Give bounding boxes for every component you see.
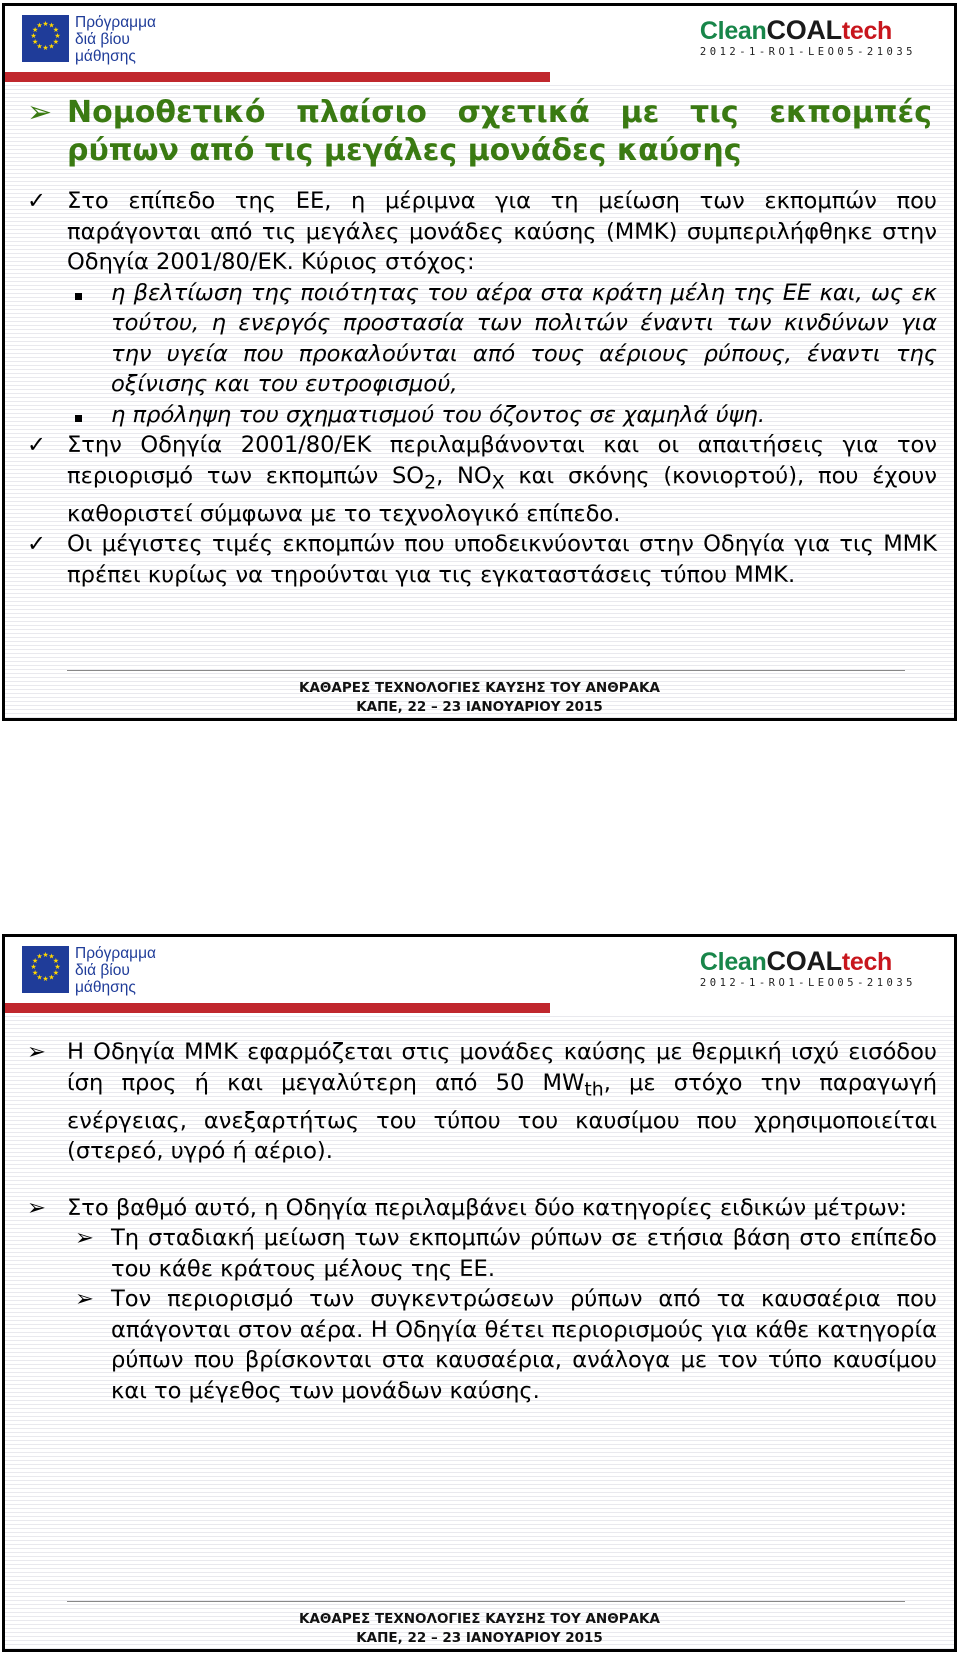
svg-text:★: ★: [52, 969, 60, 977]
svg-text:★: ★: [36, 952, 43, 961]
list-item: ➢ Τη σταδιακή μείωση των εκπομπών ρύπων σε ετήσια βάση στο επίπεδο του κάθε κράτους μέλους της ΕΕ.: [75, 1225, 937, 1282]
svg-text:★: ★: [31, 969, 39, 977]
svg-text:★: ★: [36, 42, 43, 51]
svg-text:★: ★: [31, 26, 39, 34]
arrow-bullet-icon: ➢: [27, 1194, 46, 1221]
svg-text:★: ★: [48, 973, 55, 982]
footer-divider: [67, 670, 905, 671]
svg-text:★: ★: [52, 26, 60, 34]
list-item: ➢ Τον περιορισμό των συγκεντρώσεων ρύπων από τα καυσαέρια που απάγονται στον αέρα. Η Οδηγία θέτει περιορισμούς για κάθε κατηγορία ρύπων που βρίσκονται στα καυσαέρια, ανάλογα με τον τύπο καυσίμου και το μέγεθος των μονάδων καύσης.: [75, 1286, 937, 1404]
svg-text:★: ★: [48, 21, 55, 30]
slide-header: [5, 6, 954, 84]
lifelong-learning-programme-label: Πρόγραμμα διά βίου μάθησης: [75, 14, 156, 65]
svg-text:★: ★: [54, 32, 61, 40]
project-code: 2012-1-RO1-LEO05-21035: [699, 977, 916, 989]
svg-text:★: ★: [52, 38, 60, 46]
checkmark-icon: ✓: [27, 432, 46, 458]
arrow-bullet-icon: ➢: [27, 95, 53, 130]
svg-text:★: ★: [42, 975, 49, 983]
list-item: η βελτίωση της ποιότητας του αέρα στα κράτη μέλη της ΕΕ και, ως εκ τούτου, η ενεργός προστασία των πολιτών έναντι των κινδύνων για την υγεία που προκαλούνται από τους αέριους ρύπους, έναντι της οξίνισης και του ευτροφισμού,: [27, 278, 937, 400]
svg-text:★: ★: [30, 963, 37, 971]
list-item: η πρόληψη του σχηματισμού του όζοντος σε χαμηλά ύψη.: [27, 400, 937, 431]
slide-2: [2, 934, 957, 1652]
svg-text:★: ★: [36, 973, 43, 982]
arrow-bullet-icon: ➢: [27, 1039, 46, 1065]
svg-text:★: ★: [31, 957, 39, 965]
footer-divider: [67, 1601, 905, 1602]
lifelong-learning-programme-label: Πρόγραμμα διά βίου μάθησης: [75, 945, 156, 996]
checkmark-icon: ✓: [27, 531, 46, 558]
checkmark-icon: ✓: [27, 188, 46, 214]
svg-text:★: ★: [48, 42, 55, 51]
header-red-bar: [5, 72, 550, 82]
slide-body: [27, 1037, 937, 1406]
slide-title: ➢ Νομοθετικό πλαίσιο σχετικά με τις εκπομπές ρύπων από τις μεγάλες μονάδες καύσης: [27, 95, 932, 168]
square-bullet-icon: [75, 400, 82, 431]
svg-text:★: ★: [42, 44, 49, 52]
arrow-bullet-icon: ➢: [75, 1286, 94, 1313]
svg-text:★: ★: [30, 32, 37, 40]
slide-body: [27, 186, 937, 590]
arrow-bullet-icon: ➢: [75, 1225, 94, 1252]
svg-text:★: ★: [31, 38, 39, 46]
svg-text:★: ★: [42, 951, 49, 959]
eu-flag-icon: [22, 946, 69, 993]
cleancoaltech-logo: CleanCOALtech 2012-1-RO1-LEO05-21035: [699, 946, 916, 989]
footer-text: ΚΑΘΑΡΕΣ ΤΕΧΝΟΛΟΓΙΕΣ ΚΑΥΣΗΣ ΤΟΥ ΑΝΘΡΑΚΑ ΚΑΠΕ, 22 – 23 ΙΑΝΟΥΑΡΙΟΥ 2015: [299, 1611, 660, 1646]
list-item: ✓ Στην Οδηγία 2001/80/ΕΚ περιλαμβάνονται και οι απαιτήσεις για τον περιορισμό των εκπομπών $SO_2$, $NO_X$ και σκόνης (κονιορτού), που έχουν καθοριστεί σύμφωνα με το τεχνολογικό επίπεδο.: [27, 432, 937, 527]
project-code: 2012-1-RO1-LEO05-21035: [699, 46, 916, 58]
square-bullet-icon: [75, 278, 82, 309]
list-item: ➢ Στο βαθμό αυτό, η Οδηγία περιλαμβάνει δύο κατηγορίες ειδικών μέτρων:: [27, 1193, 937, 1224]
eu-flag-icon: [22, 15, 69, 62]
list-item: ✓ Οι μέγιστες τιμές εκπομπών που υποδεικνύονται στην Οδηγία για τις ΜΜΚ πρέπει κυρίως να τηρούνται για τις εγκαταστάσεις τύπου ΜΜΚ.: [27, 531, 937, 588]
slide-header: [5, 937, 954, 1015]
slide-1: [2, 3, 957, 721]
header-red-bar: [5, 1003, 550, 1013]
svg-text:★: ★: [52, 957, 60, 965]
list-item: ➢ Η Οδηγία ΜΜΚ εφαρμόζεται στις μονάδες καύσης με θερμική ισχύ εισόδου ίση προς ή και μεγαλύτερη από 50 $MW_{th}$, με στόχο την παραγωγή ενέργειας, ανεξαρτήτως του τύπου του καυσίμου που χρησιμοποιείται (στερεό, υγρό ή αέριο).: [27, 1039, 938, 1165]
svg-text:★: ★: [54, 963, 61, 971]
svg-text:★: ★: [48, 952, 55, 961]
svg-text:★: ★: [36, 21, 43, 30]
list-item: ✓ Στο επίπεδο της ΕΕ, η μέριμνα για τη μείωση των εκπομπών που παράγονται από τις μεγάλες μονάδες καύσης (ΜΜΚ) συμπεριλήφθηκε στην Οδηγία 2001/80/ΕΚ. Κύριος στόχος:: [27, 188, 937, 275]
footer-text: ΚΑΘΑΡΕΣ ΤΕΧΝΟΛΟΓΙΕΣ ΚΑΥΣΗΣ ΤΟΥ ΑΝΘΡΑΚΑ ΚΑΠΕ, 22 – 23 ΙΑΝΟΥΑΡΙΟΥ 2015: [299, 680, 660, 715]
cleancoaltech-logo: CleanCOALtech 2012-1-RO1-LEO05-21035: [699, 15, 916, 58]
svg-text:★: ★: [42, 20, 49, 28]
